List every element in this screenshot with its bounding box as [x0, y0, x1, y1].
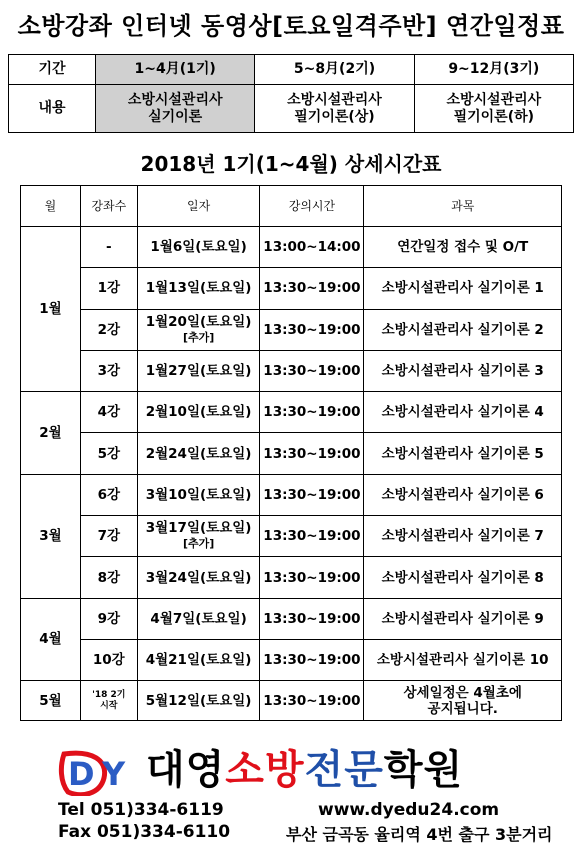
schedule-header-3: 강의시간: [260, 186, 364, 227]
subject-cell: 소방시설관리사 실기이론 10: [364, 639, 562, 680]
term-table: [8, 54, 574, 133]
schedule-header-1: 강좌수: [80, 186, 137, 227]
term-period-3: 9~12月(3기): [414, 55, 573, 85]
date-cell: 3월10일(토요일): [137, 474, 260, 515]
schedule-header-0: 월: [21, 186, 81, 227]
time-cell: 13:30~19:00: [260, 350, 364, 391]
date-cell: 1월27일(토요일): [137, 350, 260, 391]
academy-name: [146, 742, 463, 798]
contact-tel: Tel 051)334-6119: [58, 800, 224, 820]
date-cell: 4월21일(토요일): [137, 639, 260, 680]
subject-cell: 연간일정 접수 및 O/T: [364, 227, 562, 268]
table-row: [21, 598, 562, 639]
brand-part-2: 소방: [225, 747, 305, 793]
date-cell: 3월24일(토요일): [137, 557, 260, 598]
month-cell: 5월: [21, 681, 81, 721]
date-cell: 2월10일(토요일): [137, 392, 260, 433]
subject-cell: 소방시설관리사 실기이론 5: [364, 433, 562, 474]
lecture-no-cell: 6강: [80, 474, 137, 515]
date-cell: 4월7일(토요일): [137, 598, 260, 639]
time-cell: 13:30~19:00: [260, 516, 364, 557]
lecture-no-cell: 10강: [80, 639, 137, 680]
table-row: [21, 309, 562, 350]
table-row: [21, 639, 562, 680]
svg-text:D: D: [68, 755, 95, 793]
time-cell: 13:30~19:00: [260, 309, 364, 350]
brand-part-3: 전문: [304, 747, 384, 793]
term-period-2: 5~8月(2기): [255, 55, 414, 85]
term-content-1: 소방시설관리사 실기이론: [96, 85, 255, 133]
term-content-3: 소방시설관리사 필기이론(하): [414, 85, 573, 133]
subject-cell: 소방시설관리사 실기이론 9: [364, 598, 562, 639]
schedule-subtitle: 2018년 1기(1~4월) 상세시간표: [140, 152, 442, 176]
brand-part-1: 대영: [146, 747, 226, 793]
term-period-1: 1~4月(1기): [96, 55, 255, 85]
subject-cell: 소방시설관리사 실기이론 2: [364, 309, 562, 350]
time-cell: 13:30~19:00: [260, 474, 364, 515]
table-row: [21, 681, 562, 721]
month-cell: 4월: [21, 598, 81, 681]
schedule-header-2: 일자: [137, 186, 260, 227]
lecture-no-cell: 4강: [80, 392, 137, 433]
time-cell: 13:30~19:00: [260, 681, 364, 721]
month-cell: 3월: [21, 474, 81, 598]
lecture-no-cell: 2강: [80, 309, 137, 350]
subject-cell: 소방시설관리사 실기이론 1: [364, 268, 562, 309]
page-title: 소방강좌 인터넷 동영상[토요일격주반] 연간일정표: [17, 12, 565, 40]
time-cell: 13:30~19:00: [260, 392, 364, 433]
date-cell: 5월12일(토요일): [137, 681, 260, 721]
month-cell: 2월: [21, 392, 81, 475]
contact-address: 부산 금곡동 율리역 4번 출구 3분거리: [286, 825, 553, 844]
lecture-no-cell: 7강: [80, 516, 137, 557]
time-cell: 13:30~19:00: [260, 598, 364, 639]
subject-cell: 소방시설관리사 실기이론 7: [364, 516, 562, 557]
table-row: [21, 227, 562, 268]
time-cell: 13:30~19:00: [260, 268, 364, 309]
brand-part-4: 학원: [383, 747, 464, 793]
table-row: [21, 516, 562, 557]
table-row: [21, 557, 562, 598]
added-note: [추가]: [182, 537, 215, 551]
dy-logo-icon: [58, 748, 140, 796]
subject-cell: 소방시설관리사 실기이론 4: [364, 392, 562, 433]
lecture-no-cell: 5강: [80, 433, 137, 474]
added-note: [추가]: [182, 330, 215, 344]
date-cell: 1월6일(토요일): [137, 227, 260, 268]
subject-cell: 소방시설관리사 실기이론 3: [364, 350, 562, 391]
date-cell: 3월17일(토요일) [추가]: [137, 516, 260, 557]
date-cell: 1월13일(토요일): [137, 268, 260, 309]
contact-website[interactable]: www.dyedu24.com: [318, 800, 500, 820]
lecture-no-cell: 8강: [80, 557, 137, 598]
table-row: [21, 268, 562, 309]
table-row: [21, 474, 562, 515]
table-row: [21, 433, 562, 474]
term-content-2: 소방시설관리사 필기이론(상): [255, 85, 414, 133]
term-period-label: 기간: [9, 55, 96, 85]
time-cell: 13:00~14:00: [260, 227, 364, 268]
time-cell: 13:30~19:00: [260, 433, 364, 474]
lecture-no-cell: '18 2기 시작: [80, 681, 137, 721]
schedule-table: [20, 185, 562, 721]
table-row: [21, 392, 562, 433]
lecture-no-cell: 9강: [80, 598, 137, 639]
time-cell: 13:30~19:00: [260, 557, 364, 598]
date-cell: 2월24일(토요일): [137, 433, 260, 474]
time-cell: 13:30~19:00: [260, 639, 364, 680]
lecture-no-cell: -: [80, 227, 137, 268]
subject-cell: 소방시설관리사 실기이론 8: [364, 557, 562, 598]
subject-cell: 상세일정은 4월초에 공지됩니다.: [364, 681, 562, 721]
lecture-no-cell: 3강: [80, 350, 137, 391]
lecture-no-cell: 1강: [80, 268, 137, 309]
month-cell: 1월: [21, 227, 81, 392]
subject-cell: 소방시설관리사 실기이론 6: [364, 474, 562, 515]
table-row: [21, 350, 562, 391]
schedule-header-4: 과목: [364, 186, 562, 227]
footer-logo: [0, 742, 582, 798]
contact-fax: Fax 051)334-6110: [58, 822, 231, 842]
term-content-label: 내용: [9, 85, 96, 133]
svg-text:Y: Y: [102, 755, 126, 793]
schedule-header-row: [21, 186, 562, 227]
date-cell: 1월20일(토요일) [추가]: [137, 309, 260, 350]
